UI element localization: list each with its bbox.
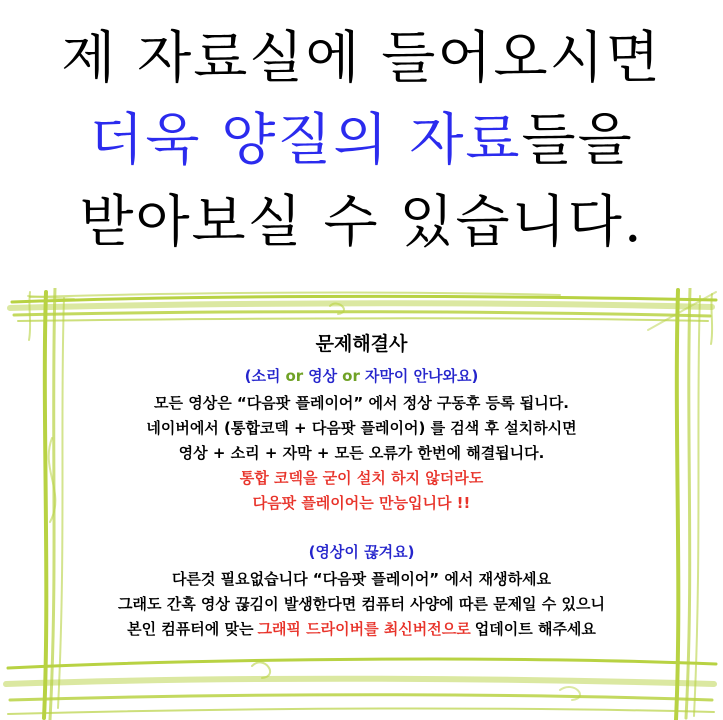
heading-seg-1: (소리	[244, 367, 281, 385]
intro-line-3: 받아보실 수 있습니다.	[79, 190, 644, 255]
section-gap	[60, 516, 663, 540]
stutter-last-line	[60, 617, 663, 642]
stutter-issue-heading: (영상이 끊겨요)	[308, 543, 415, 561]
last-line-before: 본인 컴퓨터에 맞는	[127, 620, 254, 638]
notice-box	[0, 288, 723, 720]
playback-red-line-1: 통합 코덱을 굳이 설치 하지 않더라도	[239, 469, 484, 487]
intro-line-2-highlight: 더욱 양질의 자료	[89, 108, 522, 173]
intro-line-2	[0, 100, 723, 182]
last-line-after: 업데이트 해주세요	[474, 620, 596, 638]
heading-or-1: or	[285, 367, 304, 385]
intro-line-1: 제 자료실에 들어오시면	[61, 26, 662, 91]
playback-line-2: 네이버에서 (통합코덱 + 다음팟 플레이어) 를 검색 후 설치하시면	[146, 419, 577, 437]
stutter-line-2: 그래도 간혹 영상 끊김이 발생한다면 컴퓨터 사양에 따른 문제일 수 있으니	[118, 595, 605, 613]
playback-line-1: 모든 영상은 “다음팟 플레이어” 에서 정상 구동후 등록 됩니다.	[154, 394, 569, 412]
heading-seg-2: 영상	[308, 367, 338, 385]
notice-title: 문제해결사	[315, 333, 408, 355]
heading-or-2: or	[342, 367, 360, 385]
heading-seg-3: 자막이 안나와요)	[364, 367, 479, 385]
stutter-line-1: 다른것 필요없습니다 “다음팟 플레이어” 에서 재생하세요	[171, 570, 552, 588]
last-line-red: 그래픽 드라이버를 최신버전으로	[257, 620, 471, 638]
playback-issue-heading	[60, 364, 663, 388]
playback-red-line-2: 다음팟 플레이어는 만능입니다 !!	[252, 494, 471, 512]
intro-message	[0, 0, 723, 264]
playback-line-3: 영상 + 소리 + 자막 + 모든 오류가 한번에 해결됩니다.	[178, 444, 545, 462]
intro-line-2-rest: 들을	[521, 108, 634, 173]
notice-content	[60, 332, 663, 642]
